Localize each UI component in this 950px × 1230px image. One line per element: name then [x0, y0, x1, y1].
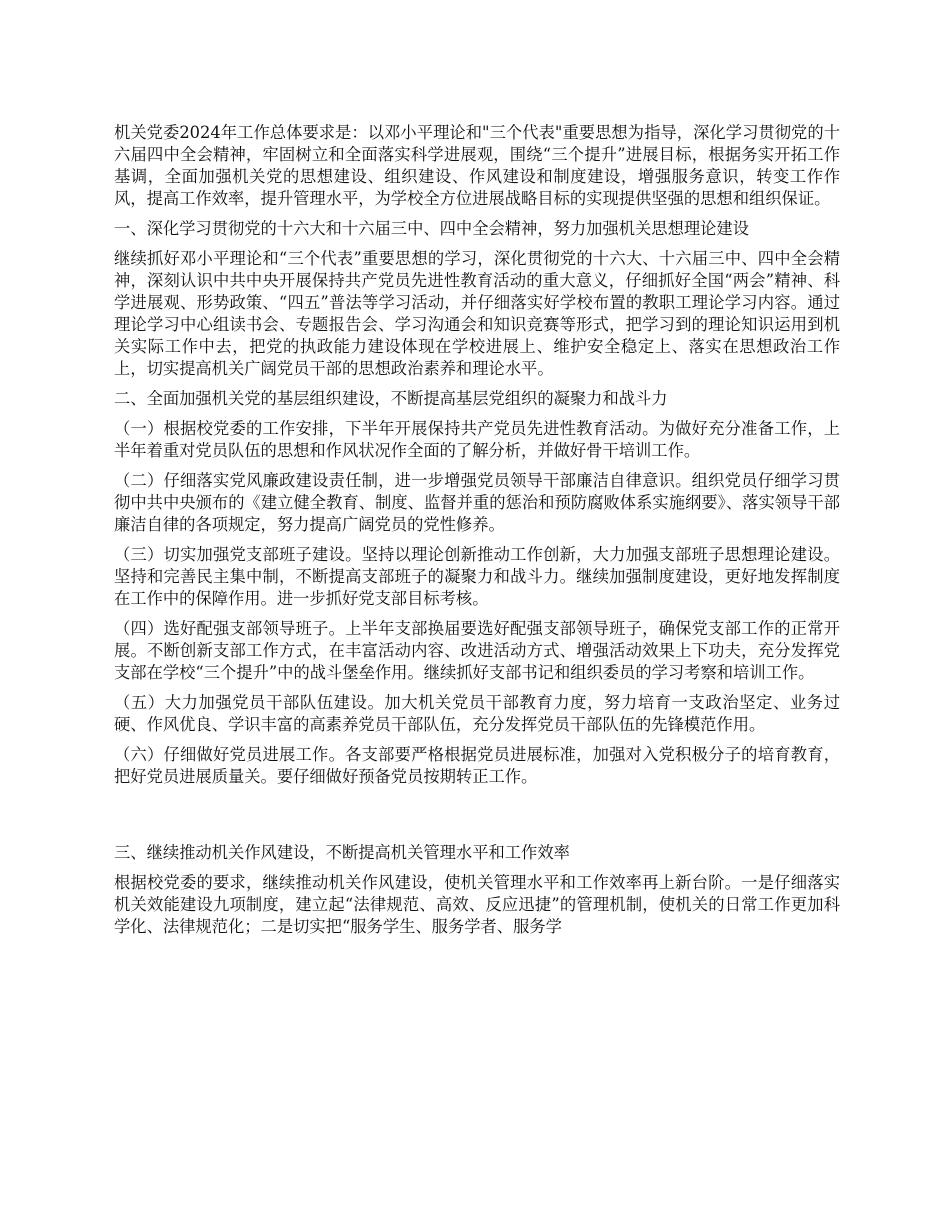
section-3-heading: 三、继续推动机关作风建设，不断提高机关管理水平和工作效率	[114, 843, 570, 862]
section-1-body: 继续抓好邓小平理论和“三个代表”重要思想的学习，深化贯彻党的十六大、十六届三中、四中全会精神，深刻认识中共中央开展保持共产党员先进性教育活动的重大意义，仔细抓好全国“两会”精神、科学进展观、形势政策、“四五”普法等学习活动，并仔细落实好学校布置的教职工理论学习内容。通过理论学习中心组读书会、专题报告会、学习沟通会和知识竞赛等形式，把学习到的理论知识运用到机关实际工作中去，把党的执政能力建设体现在学校进展上、维护安全稳定上、落实在思想政治工作上，切实提高机关广阔党员干部的思想政治素养和理论水平。	[114, 249, 840, 378]
document-page	[114, 122, 840, 946]
section-2-item-3: （三）切实加强党支部班子建设。坚持以理论创新推动工作创新，大力加强支部班子思想理论建设。坚持和完善民主集中制，不断提高支部班子的凝聚力和战斗力。继续加强制度建设，更好地发挥制度在工作中的保障作用。进一步抓好党支部目标考核。	[114, 545, 840, 608]
section-2-heading: 二、全面加强机关党的基层组织建设，不断提高基层党组织的凝聚力和战斗力	[114, 389, 668, 408]
section-spacer	[114, 796, 840, 842]
section-1-heading: 一、深化学习贯彻党的十六大和十六届三中、四中全会精神，努力加强机关思想理论建设	[114, 219, 749, 238]
section-2-item-2: （二）仔细落实党风廉政建设责任制，进一步增强党员领导干部廉洁自律意识。组织党员仔细学习贯彻中共中央颁布的《建立健全教育、制度、监督并重的惩治和预防腐败体系实施纲要》、落实领导干部廉洁自律的各项规定，努力提高广阔党员的党性修养。	[114, 471, 840, 534]
section-3-body: 根据校党委的要求，继续推动机关作风建设，使机关管理水平和工作效率再上新台阶。一是仔细落实机关效能建设九项制度，建立起“法律规范、高效、反应迅捷”的管理机制，使机关的日常工作更加科学化、法律规范化；二是切实把“服务学生、服务学者、服务学	[114, 873, 840, 936]
intro-paragraph: 机关党委2024年工作总体要求是：以邓小平理论和"三个代表"重要思想为指导，深化学习贯彻党的十六届四中全会精神，牢固树立和全面落实科学进展观，围绕“三个提升”进展目标，根据务实开拓工作基调，全面加强机关党的思想建设、组织建设、作风建设和制度建设，增强服务意识，转变工作作风，提高工作效率，提升管理水平，为学校全方位进展战略目标的实现提供坚强的思想和组织保证。	[114, 123, 840, 208]
section-2-item-5: （五）大力加强党员干部队伍建设。加大机关党员干部教育力度，努力培育一支政治坚定、业务过硬、作风优良、学识丰富的高素养党员干部队伍，充分发挥党员干部队伍的先锋模范作用。	[114, 693, 840, 734]
section-2-item-1: （一）根据校党委的工作安排，下半年开展保持共产党员先进性教育活动。为做好充分准备工作，上半年着重对党员队伍的思想和作风状况作全面的了解分析，并做好骨干培训工作。	[114, 419, 840, 460]
section-2-item-6: （六）仔细做好党员进展工作。各支部要严格根据党员进展标准，加强对入党积极分子的培育教育，把好党员进展质量关。要仔细做好预备党员按期转正工作。	[114, 745, 840, 786]
section-2-item-4: （四）选好配强支部领导班子。上半年支部换届要选好配强支部领导班子，确保党支部工作的正常开展。不断创新支部工作方式，在丰富活动内容、改进活动方式、增强活动效果上下功夫，充分发挥党支部在学校“三个提升”中的战斗堡垒作用。继续抓好支部书记和组织委员的学习考察和培训工作。	[114, 619, 840, 682]
